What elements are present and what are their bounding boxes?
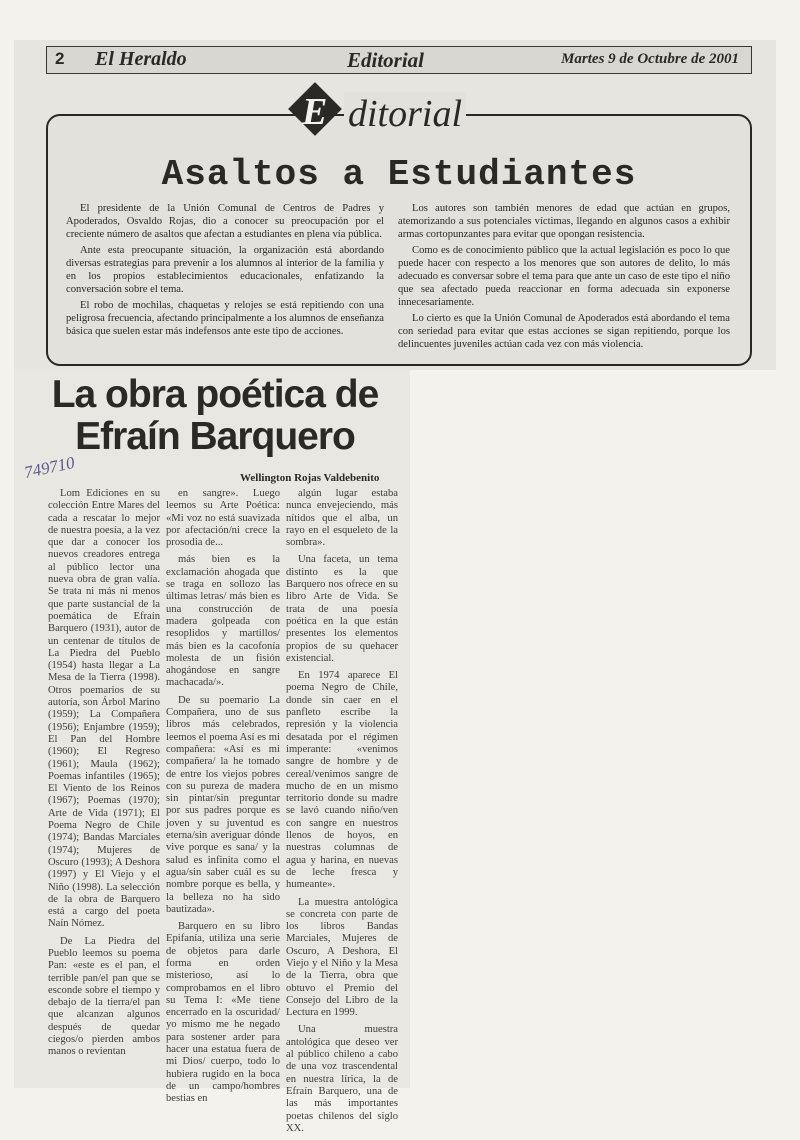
article-column-1 [48,488,160,1064]
article-paragraph: Una faceta, un tema distinto es la que Barquero nos ofrece en su libro Arte de Vida. Se trata de una poesía poética en la que están presentes los elementos propios de su quehacer existencial. [286,554,398,664]
editorial-left-column [66,202,384,341]
publication-date: Martes 9 de Octubre de 2001 [561,51,739,67]
newspaper-name: El Heraldo [95,48,187,70]
editorial-right-column [398,202,730,354]
page-number: 2 [55,49,65,68]
article-byline: Wellington Rojas Valdebenito [240,472,380,484]
article-paragraph: en sangre». Luego leemos su Arte Poética: «Mi voz no está suavizada por afectación/ni crece la prosodia de... [166,488,280,549]
handwritten-note: 749710 [22,452,77,483]
logo-letter: E [302,91,328,133]
article-paragraph: algún lugar estaba nunca envejeciendo, más nítidos que el alba, un rayo en el esqueleto de la sombra». [286,488,398,549]
article-paragraph: En 1974 aparece El poema Negro de Chile, donde sin caer en el panfleto escribe la represión y la violencia desatada por el régimen imperante: «venimos sangre de hombre y de cereal/venimos sangre de mucho de en un mismo territorio donde su madre se lavó cuando niño/ven con sangre en nuestros llenos de hoyos, en nuestras columnas de agua y harina, en nuevas de leche fresca y humeante». [286,670,398,891]
section-name: Editorial [347,48,425,72]
editorial-logo [290,86,500,142]
article-title-line-1: La obra poética de [51,373,379,416]
article-column-3 [286,488,398,1140]
article-paragraph: La muestra antológica se concreta con parte de los libros Bandas Marciales, Mujeres de Oscuro, A Deshora, El Viejo y el Niño y la Mesa de la Tierra, obra que obtuvo el Premio del Consejo del Libro de la Lectura en 1999. [286,896,398,1019]
article-column-2 [166,488,280,1111]
article-paragraph: Barquero en su libro Epifanía, utiliza una serie de objetos para darle forma en orden misterioso, así lo comprobamos en el libro su Tema I: «Me tiene encerrado en la oscuridad/ yo mismo me he negado para sostener arder para hacer una estatua fuera de mi Dios/ cuerpo, todo lo hubiera rugido en la boca de un campo/hombres bestias en [166,921,280,1105]
logo-word: ditorial [344,92,466,136]
editorial-paragraph: Los autores son también menores de edad que actúan en grupos, atemorizando a sus potenciales víctimas, llegando en algunos casos a exhibir armas cortopunzantes para evitar que opongan resistencia. [398,203,730,240]
editorial-paragraph: El robo de mochilas, chaquetas y relojes se está repitiendo con una peligrosa frecuencia, afectando principalmente a los alumnos de enseñanza básica que suelen estar más indefensos ante este tipo de acciones. [66,300,384,337]
editorial-box [46,114,752,366]
article-paragraph: más bien es la exclamación ahogada que se traga en sollozo las últimas letras/ más bien es una construcción de madera golpeada con resoplidos y martillos/ más bien es la cacofonía molesta de un fisión ahogándose en sangre machacada/». [166,554,280,689]
editorial-headline: Asaltos a Estudiantes [161,154,637,195]
page-header [46,46,752,74]
article-paragraph: Lom Ediciones en su colección Entre Mares del cada a rescatar lo mejor de nuestra poesía, a la vez que dar a conocer los nuevos creadores entrega al público lector una nueva obra de gran valía. Se trata ni más ni menos que parte sustancial de la poemática de Efraín Barquero (1931), autor de un centenar de títulos de La Piedra del Pueblo (1954) hasta llegar a La Mesa de la Tierra (1998). Otros poemarios de su autoría, son Árbol Marino (1959); La Compañera (1956); Enjambre (1959); El Pan del Hombre (1960); El Regreso (1961); Maula (1962); Poemas infantiles (1965); El Viento de los Reinos (1967); Poemas (1970); Arte de Vida (1971); El Poema Negro de Chile (1974); Bandas Marciales (1974); Mujeres de Oscuro (1993); A Deshora (1997) y El Viejo y el Niño (1998). La selección de la obra de Barquero está a cargo del poeta Naín Nómez. [48,488,160,930]
editorial-paragraph: Ante esta preocupante situación, la organización está abordando diversas estrategias para prevenir a los alumnos al interior de la familia y en los propios establecimientos educacionales, enfatizando la conversación sobre el tema. [66,245,384,295]
article-title-line-2: Efraín Barquero [75,415,355,458]
article-paragraph: De su poemario La Compañera, uno de sus libros más celebrados, leemos el poema Así es mi compañera: «Así es mi compañera/ la he tomado de entre los viejos pobres con su pureza de madera sin pintar/sin preguntar por sus padres porque es joven y su juventud es eterna/sin averiguar dónde vive porque es sana/ y la salud es infinita como el agua/sin saber cuál es su nombre porque es bella, y la belleza no ha sido bautizada». [166,694,280,915]
article-paragraph: De La Piedra del Pueblo leemos su poema Pan: «este es el pan, el terrible pan/el pan que se esconde sobre el tiempo y debajo de la tierra/el pan que alcanzan algunos después de quedar ciegos/o pierden ambos manos o revientan [48,935,160,1058]
article-title [30,374,400,458]
editorial-paragraph: Lo cierto es que la Unión Comunal de Apoderados está abordando el tema con seriedad para evitar que estas acciones se sigan repitiendo, porque los delincuentes juveniles actúan cada vez con más violencia. [398,313,730,350]
editorial-paragraph: Como es de conocimiento público que la actual legislación es poco lo que puede hacer con respecto a los menores que son autores de delito, lo más adecuado es conversar sobre el tema para que ante un caso de este tipo el niño que sea afectado pueda reaccionar en forma adecuada sin exponerse innecesariamente. [398,245,730,308]
editorial-paragraph: El presidente de la Unión Comunal de Centros de Padres y Apoderados, Osvaldo Rojas, dio a conocer su preocupación por el creciente número de asaltos que afectan a estudiantes en plena vía pública. [66,203,384,240]
article-paragraph: Una muestra antológica que deseo ver al público chileno a cabo de una voz trascendental en nuestra lírica, la de Efraín Barquero, una de las más importantes poetas chilenos del siglo XX. [286,1024,398,1134]
